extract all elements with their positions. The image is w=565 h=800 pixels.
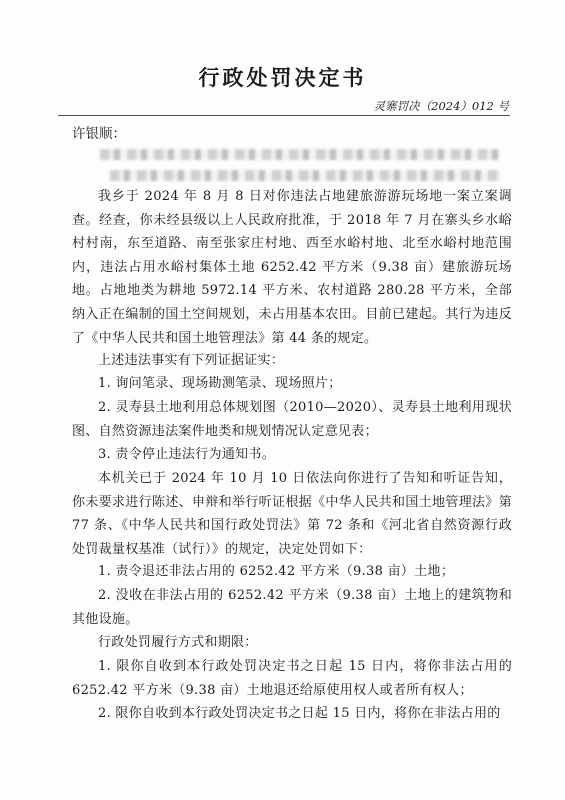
execution-item-1: 1. 限你自收到本行政处罚决定书之日起 15 日内，将你非法占用的 6252.42 平方米（9.38 亩）土地退还给原使用权人或者所有权人； [72,659,512,698]
penalty-item-2: 2. 没收在非法占用的 6252.42 平方米（9.38 亩）土地上的建筑物和其他设施。 [72,588,512,627]
evidence-item-1: 1. 询问笔录、现场勘测笔录、现场照片； [98,376,342,391]
addressee: 许银顺： [72,126,126,142]
paragraph-decision: 本机关已于 2024 年 10 月 10 日依法向你进行了告知和听证告知，你未要求进行陈述、申辩和举行听证根据《中华人民共和国土地管理法》第 77 条、《中华人民共和国行政处罚法》第 72 条和《河北省自然资源行政处罚裁量权基准（试行）》的规定，决定处罚如下： [72,471,512,557]
evidence-item-3: 3. 责令停止违法行为通知书。 [98,447,276,462]
header-rule [58,115,510,116]
redacted-line-2 [110,170,500,181]
paragraph-execution-intro: 行政处罚履行方式和期限： [98,635,258,650]
evidence-item-2: 2. 灵寿县土地利用总体规划图（2010—2020）、灵寿县土地利用现状图、自然资源违法案件地类和规划情况认定意见表； [72,400,512,439]
execution-item-2: 2. 限你自收到本行政处罚决定书之日起 15 日内，将你在非法占用的 [98,706,501,721]
document-number: 灵寨罚决（2024）012 号 [373,99,509,113]
penalty-item-1: 1. 责令退还非法占用的 6252.42 平方米（9.38 亩）土地； [98,564,455,579]
document-title: 行政处罚决定书 [198,65,367,90]
redacted-line-1 [100,149,500,160]
paragraph-findings: 我乡于 2024 年 8 月 8 日对你违法占地建旅游游玩场地一案立案调查。经查，你未经县级以上人民政府批准，于 2018 年 7 月在寨头乡水峪村村南，东至道路、南至张家庄村地、西至水峪村地、北至水峪村地范围内，违法占用水峪村集体土地 6252.42 平方米（9.38 亩）建旅游玩场地。占地地类为耕地 5972.14 平方米、农村道路 280.28 平方米，全部纳入正在编制的国土空间规划，未占用基本农田。目前已建起。其行为违反了《中华人民共和国土地管理法》第 44 条的规定。 [72,189,512,346]
paragraph-evidence-intro: 上述违法事实有下列证据证实： [98,353,285,368]
